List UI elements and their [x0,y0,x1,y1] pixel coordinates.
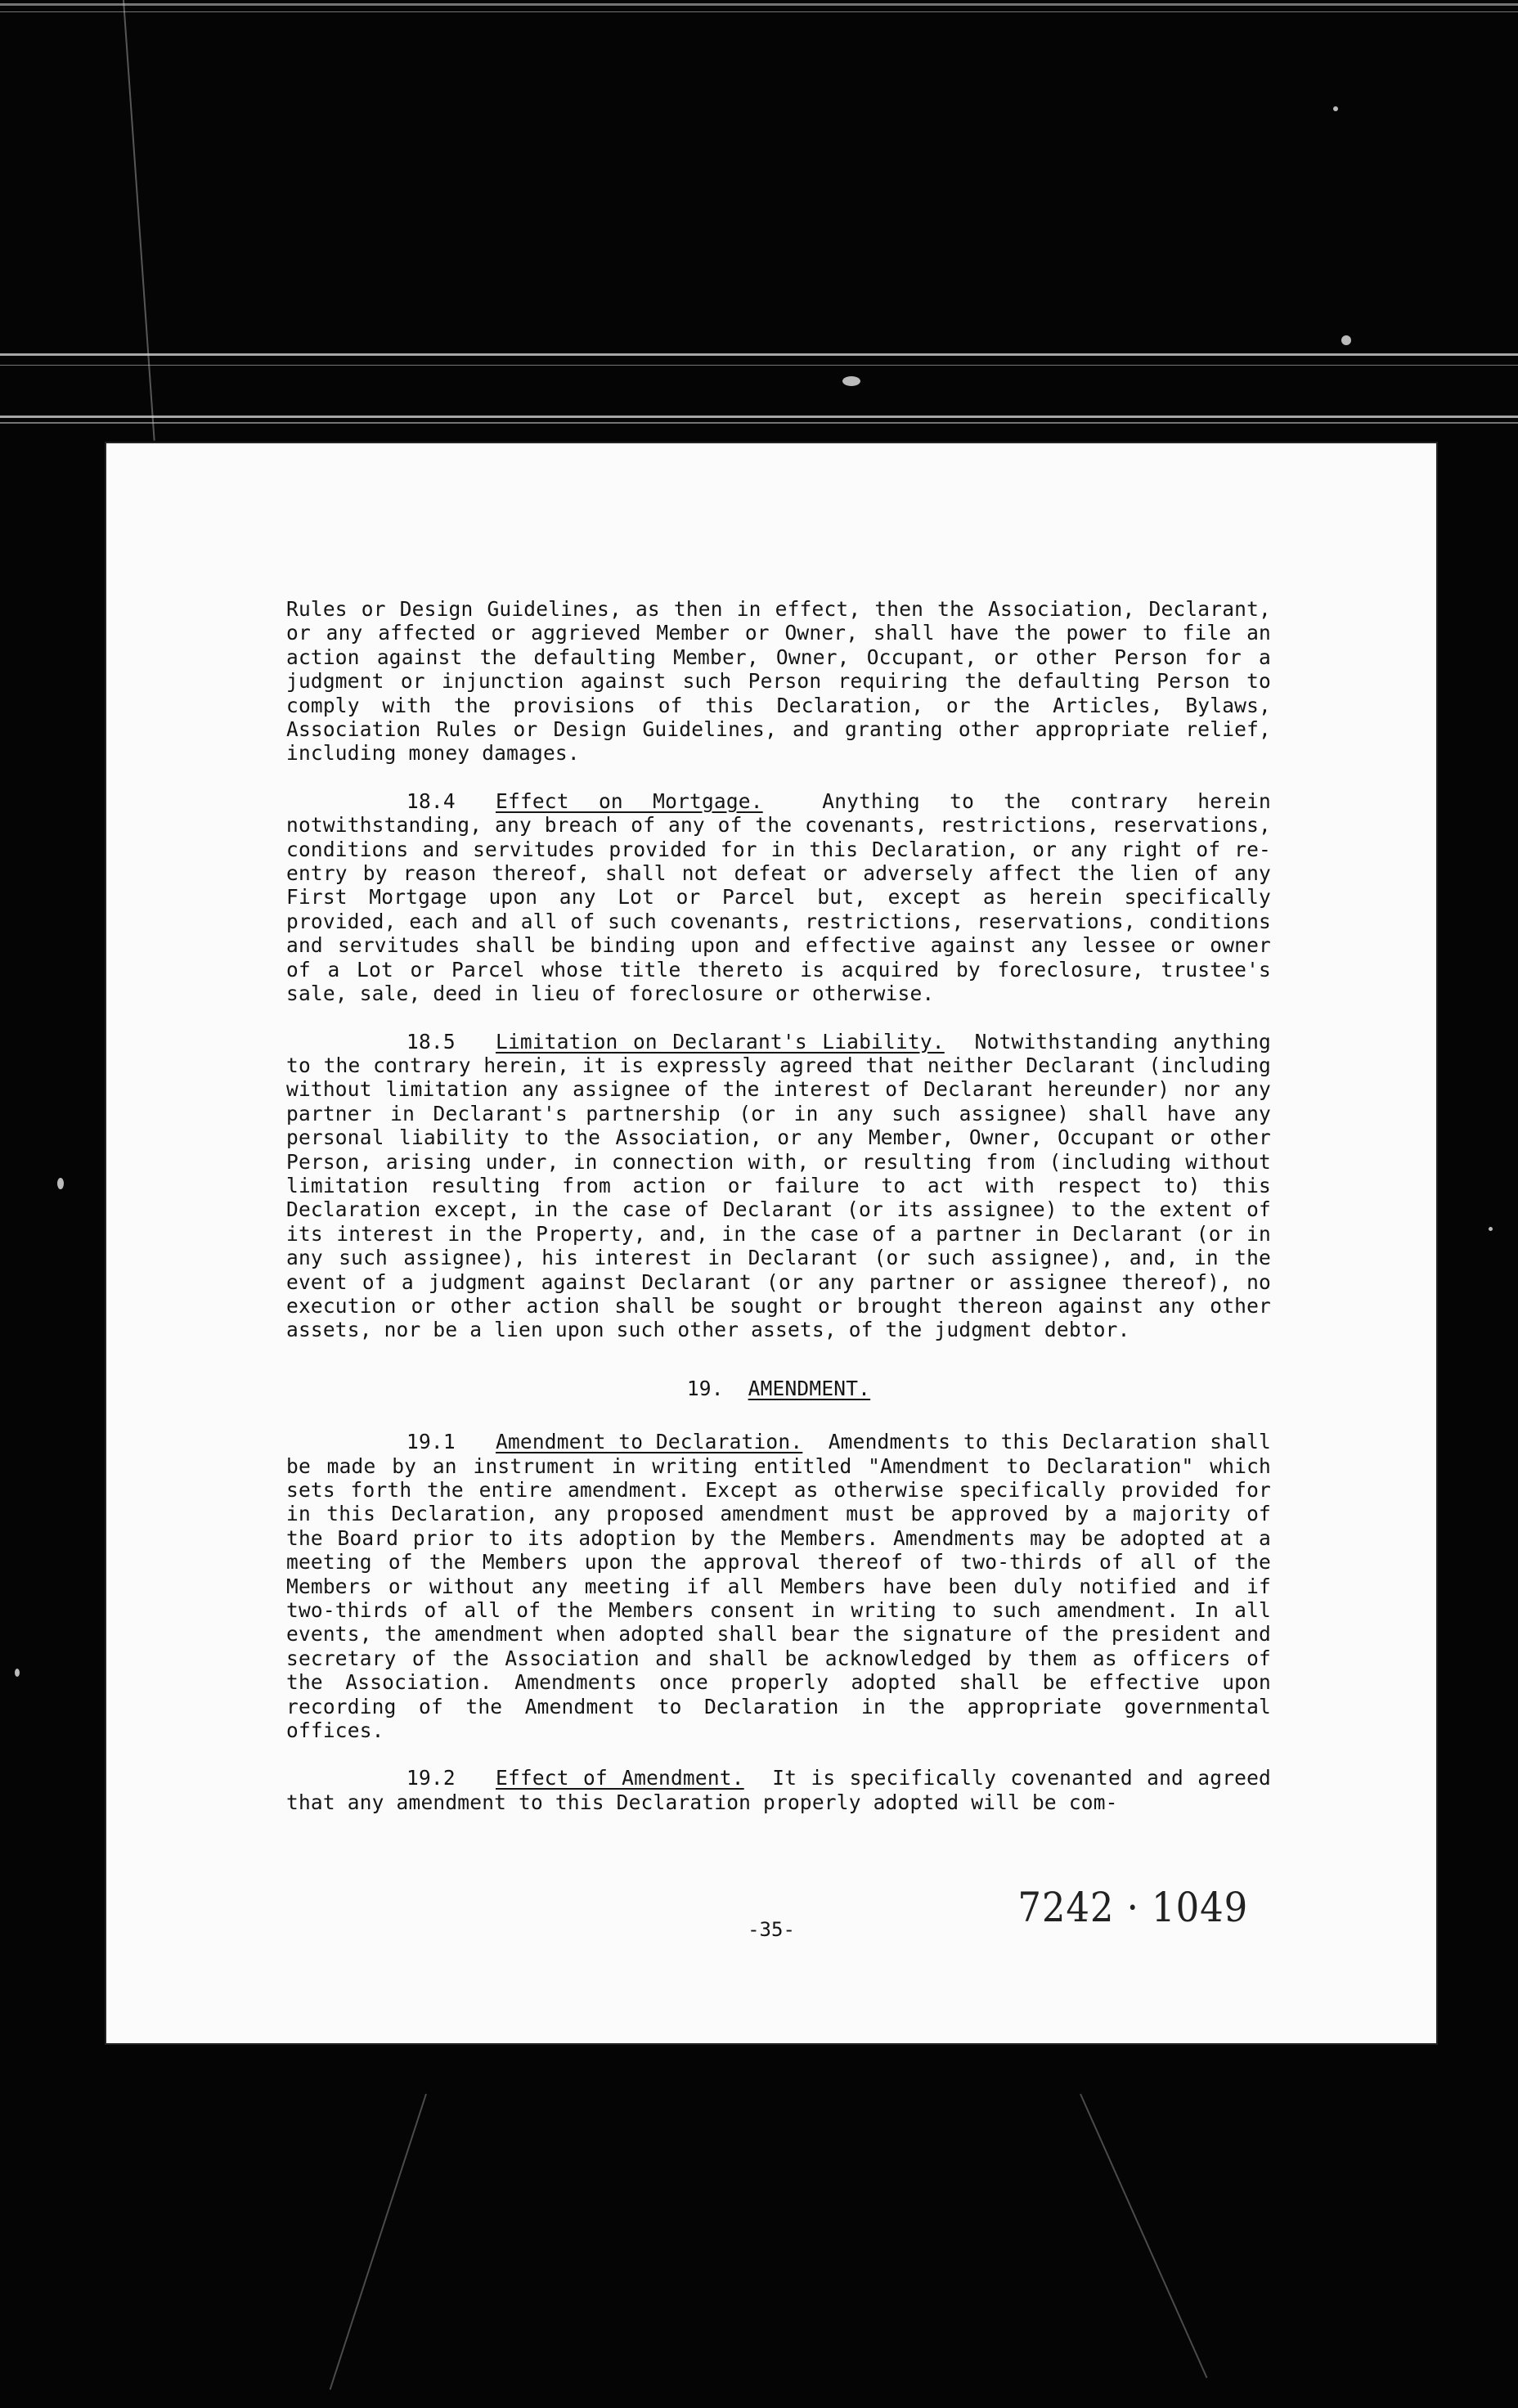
section-19-1 [286,1430,1271,1742]
scan-streak [1080,2094,1207,2379]
section-number: 19.2 [406,1766,456,1790]
scan-streak [330,2094,427,2390]
opening-paragraph-text: Rules or Design Guidelines, as then in effect, then the Association, Declarant, or any affected or aggrieved Member or Owner, shall have the power to file an action against the defaulting Member, Owner, Occupant, or other Person for a judgment or injunction against such Person requiring the defaulting Person to comply with the provisions of this Declaration, or the Articles, Bylaws, Association Rules or Design Guidelines, and granting other appropriate relief, including money damages. [286,597,1271,766]
section-body: Notwithstanding anything to the contrary herein, it is expressly agreed that neither Declarant (including without limitation any assignee of the interest of Declarant hereunder) nor any partner in Declarant's partnership (or in any such assignee) shall have any personal liability to the Association, or any Member, Owner, Occupant or other Person, arising under, in connection with, or resulting from (including without limitation resulting from action or failure to act with respect to) this Declaration except, in the case of Declarant (or its assignee) to the extent of its interest in the Property, and, in the case of a partner in Declarant (or in any such assignee), his interest in Declarant (or such assignee), and, in the event of a judgment against Declarant (or any partner or assignee thereof), no execution or other action shall be sought or brought thereon against any other assets, nor be a lien upon such other assets, of the judgment debtor. [286,1029,1271,1342]
scan-streak [0,3,1518,6]
scan-speck [842,376,860,386]
section-19-2 [286,1766,1271,1814]
section-title: Limitation on Declarant's Liability. [496,1029,945,1054]
article-title: AMENDMENT. [748,1376,871,1400]
scan-streak [0,353,1518,356]
section-18-5 [286,1030,1271,1342]
scan-speck [1489,1227,1493,1231]
section-body: It is specifically covenanted and agreed that any amendment to this Declaration properly adopted will be com- [286,1766,1271,1814]
section-title: Effect on Mortgage. [496,788,763,813]
section-number: 18.5 [406,1029,456,1054]
scan-streak [0,11,1518,12]
scan-streak [0,416,1518,418]
recording-stamp: 7242 · 1049 [1017,1884,1248,1931]
scan-streak [0,422,1518,424]
scan-speck [1341,335,1351,345]
document-body [286,597,1271,1838]
section-body: Amendments to this Declaration shall be made by an instrument in writing entitled "Amendment to Declaration" which sets forth the entire amendment. Except as otherwise specifically provided for in this Declaration, any proposed amendment must be approved by a majority of the Board prior to its adoption by the Members. Amendments may be adopted at a meeting of the Members upon the approval thereof of two-thirds of all of the Members or without any meeting if all Members have been duly notified and if two-thirds of all of the Members consent in writing to such amendment. In all events, the amendment when adopted shall bear the signature of the president and secretary of the Association and shall be acknowledged by them as officers of the Association. Amendments once properly adopted shall be effective upon recording of the Amendment to Declaration in the appropriate governmental offices. [286,1430,1271,1743]
section-title: Effect of Amendment. [496,1766,744,1790]
scan-speck [1333,106,1338,111]
article-heading [286,1377,1271,1400]
section-number: 18.4 [406,788,456,813]
scan-speck [15,1669,20,1677]
scan-streak [0,365,1518,366]
opening-paragraph [286,597,1271,766]
section-18-4 [286,789,1271,1006]
article-number: 19. [686,1376,724,1400]
section-title: Amendment to Declaration. [496,1430,803,1454]
page-number: -35- [748,1918,795,1941]
section-number: 19.1 [406,1430,456,1454]
document-page [105,442,1438,2045]
scan-streak [123,0,155,441]
scan-speck [57,1178,64,1189]
section-body: Anything to the contrary herein notwithstanding, any breach of any of the covenants, restrictions, reservations, conditions and servitudes provided for in this Declaration, or any right of re-entry by reason thereof, shall not defeat or adversely affect the lien of any First Mortgage upon any Lot or Parcel but, except as herein specifically provided, each and all of such covenants, restrictions, reservations, conditions and servitudes shall be binding upon and effective against any lessee or owner of a Lot or Parcel whose title thereto is acquired by foreclosure, trustee's sale, sale, deed in lieu of foreclosure or otherwise. [286,788,1271,1006]
